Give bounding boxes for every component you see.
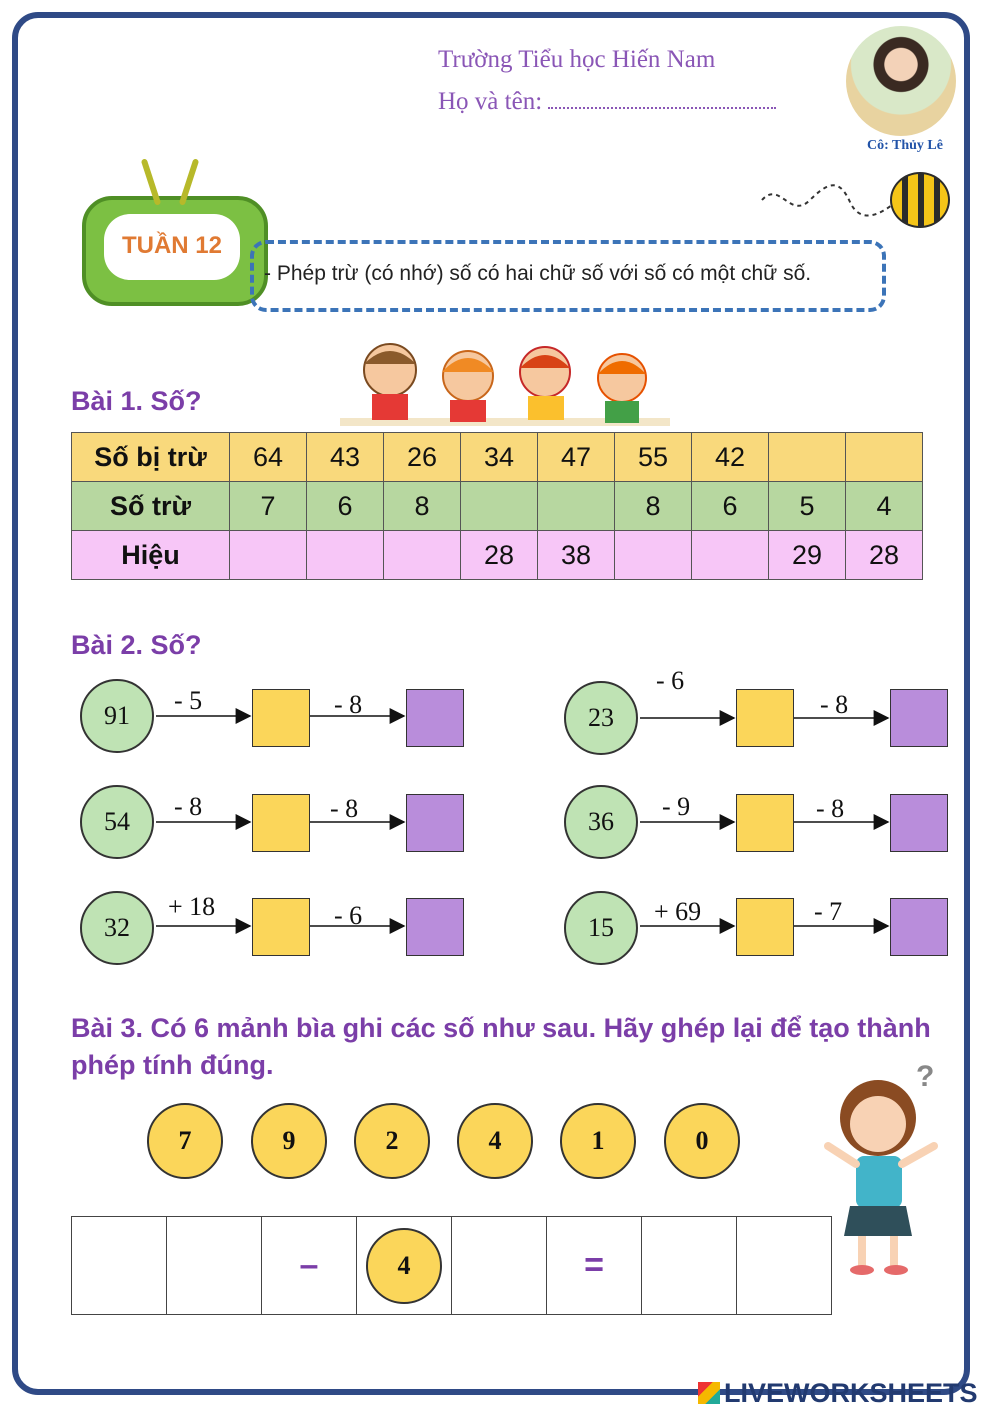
start-number: 36 (564, 785, 638, 859)
number-card[interactable]: 0 (664, 1103, 740, 1179)
start-number: 54 (80, 785, 154, 859)
equation-row (72, 1217, 832, 1315)
table-cell[interactable]: 47 (538, 433, 615, 482)
drop-slot[interactable] (642, 1217, 737, 1315)
answer-box-2[interactable] (406, 898, 464, 956)
drop-slot[interactable] (737, 1217, 832, 1315)
answer-box-1[interactable] (252, 689, 310, 747)
fixed-card-cell (357, 1217, 452, 1315)
row-label: Số bị trừ (72, 433, 230, 482)
equals-sign-cell (547, 1217, 642, 1315)
table-cell[interactable]: 5 (769, 482, 846, 531)
table-cell[interactable]: 42 (692, 433, 769, 482)
start-number: 23 (564, 681, 638, 755)
operation-label: - 8 (334, 690, 363, 719)
liveworksheets-logo (698, 1378, 978, 1409)
fixed-number-card: 4 (366, 1228, 442, 1304)
answer-box-1[interactable] (736, 898, 794, 956)
school-name: Trường Tiểu học Hiến Nam (438, 46, 716, 73)
drop-slot[interactable] (452, 1217, 547, 1315)
equals-sign: = (584, 1246, 604, 1284)
table-cell[interactable]: 34 (461, 433, 538, 482)
operation-label: + 18 (168, 892, 216, 921)
table-cell[interactable]: 43 (307, 433, 384, 482)
start-number: 15 (564, 891, 638, 965)
number-card[interactable]: 2 (354, 1103, 430, 1179)
number-card[interactable]: 1 (560, 1103, 636, 1179)
name-label: Họ và tên: (438, 88, 543, 115)
operation-label: - 9 (662, 792, 691, 821)
table-cell[interactable]: 29 (769, 531, 846, 580)
svg-text:?: ? (916, 1060, 935, 1093)
bai1-title: Bài 1. Số? (71, 386, 202, 416)
answer-box-1[interactable] (252, 794, 310, 852)
answer-box-2[interactable] (406, 689, 464, 747)
table-cell[interactable]: 6 (307, 482, 384, 531)
logo-text: LIVEWORKSHEETS (724, 1378, 978, 1408)
answer-box-1[interactable] (736, 689, 794, 747)
table-cell[interactable]: 28 (461, 531, 538, 580)
teacher-name: Cô: Thủy Lê (867, 138, 943, 153)
operation-label: - 8 (816, 794, 845, 823)
table-cell[interactable]: 28 (846, 531, 923, 580)
table-cell[interactable]: 4 (846, 482, 923, 531)
liveworksheets-mark-icon (698, 1382, 720, 1404)
operation-label: - 5 (174, 686, 203, 715)
table-cell[interactable]: 7 (230, 482, 307, 531)
number-card[interactable]: 9 (251, 1103, 327, 1179)
table-cell[interactable]: 64 (230, 433, 307, 482)
start-number: 91 (80, 679, 154, 753)
operation-label: - 8 (820, 690, 849, 719)
answer-box-2[interactable] (406, 794, 464, 852)
bai3-title: Bài 3. Có 6 mảnh bìa ghi các số như sau. Hãy ghép lại để tạo thành phép tính đúng. (71, 1013, 931, 1080)
answer-box-1[interactable] (736, 794, 794, 852)
answer-box-2[interactable] (890, 794, 948, 852)
operation-label: - 6 (656, 666, 685, 695)
operation-label: - 8 (330, 794, 359, 823)
operation-label: - 6 (334, 901, 363, 930)
number-card[interactable]: 4 (457, 1103, 533, 1179)
answer-box-1[interactable] (252, 898, 310, 956)
minus-sign: – (299, 1246, 319, 1284)
row-label: Hiệu (72, 531, 230, 580)
drop-slot[interactable] (167, 1217, 262, 1315)
start-number: 32 (80, 891, 154, 965)
number-card[interactable]: 7 (147, 1103, 223, 1179)
table-cell[interactable]: 26 (384, 433, 461, 482)
thinking-girl-icon (820, 1060, 950, 1280)
week-label: TUẦN 12 (121, 232, 223, 259)
drop-slot[interactable] (72, 1217, 167, 1315)
operation-label: + 69 (654, 897, 702, 926)
operation-label: - 8 (174, 792, 203, 821)
bai2-title: Bài 2. Số? (71, 630, 202, 660)
table-cell[interactable]: 8 (615, 482, 692, 531)
minus-sign-cell (262, 1217, 357, 1315)
answer-box-2[interactable] (890, 898, 948, 956)
answer-box-2[interactable] (890, 689, 948, 747)
table-cell[interactable]: 6 (692, 482, 769, 531)
table-cell[interactable]: 8 (384, 482, 461, 531)
row-label: Số trừ (72, 482, 230, 531)
table-cell[interactable]: 55 (615, 433, 692, 482)
lesson-topic: - Phép trừ (có nhớ) số có hai chữ số với số có một chữ số. (264, 262, 812, 285)
bai3-equation-grid (71, 1216, 832, 1315)
table-cell[interactable]: 38 (538, 531, 615, 580)
operation-label: - 7 (814, 897, 843, 926)
